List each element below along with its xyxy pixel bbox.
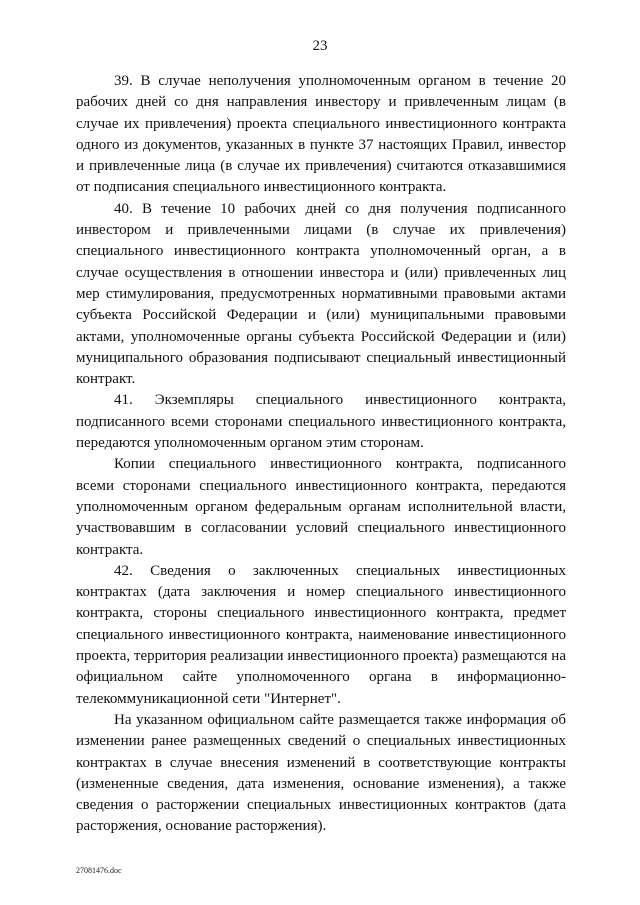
file-name-footer: 27081476.doc (76, 866, 122, 875)
paragraph-41: 41. Экземпляры специального инвестиционного контракта, подписанного всеми сторонами специального инвестиционного контракта, передаются уполномоченным органом этим сторонам. (76, 392, 566, 452)
document-body (76, 71, 566, 838)
paragraph-39: 39. В случае неполучения уполномоченным органом в течение 20 рабочих дней со дня направления инвестору и привлеченным лицам (в случае их привлечения) проекта специального инвестиционного контракта одного из документов, указанных в пункте 37 настоящих Правил, инвестор и привлеченные лица (в случае их привлечения) считаются отказавшимися от подписания специального инвестиционного контракта. (76, 73, 566, 196)
paragraph-40: 40. В течение 10 рабочих дней со дня получения подписанного инвестором и привлеченными лицами (в случае их привлечения) специального инвестиционного контракта уполномоченный орган, а в случае осуществления в отношении инвестора и (или) привлеченных лиц мер стимулирования, предусмотренных нормативными правовыми актами субъекта Российской Федерации и (или) муниципальными правовыми актами, уполномоченные органы субъекта Российской Федерации и (или) муниципального образования подписывают специальный инвестиционный контракт. (76, 200, 566, 388)
page-number: 23 (312, 38, 328, 54)
paragraph-41-copies: Копии специального инвестиционного контракта, подписанного всеми сторонами специального инвестиционного контракта, передаются уполномоченным органом федеральным органам исполнительной власти, участвовавшим в согласовании условий специального инвестиционного контракта. (76, 456, 566, 558)
paragraph-42: 42. Сведения о заключенных специальных инвестиционных контрактах (дата заключения и номер специального инвестиционного контракта, стороны специального инвестиционного контракта, предмет специального инвестиционного контракта, наименование инвестиционного проекта, территория реализации инвестиционного проекта) размещаются на официальном сайте уполномоченного органа в информационно-телекоммуникационной сети "Интернет". (76, 562, 566, 707)
paragraph-42-website-info: На указанном официальном сайте размещается также информация об изменении ранее размещенных сведений о специальных инвестиционных контрактах в случае внесения изменений в соответствующие контракты (измененные сведения, дата изменения, основание изменения), а также сведения о расторжении специальных инвестиционных контрактов (дата расторжения, основание расторжения). (76, 711, 566, 835)
